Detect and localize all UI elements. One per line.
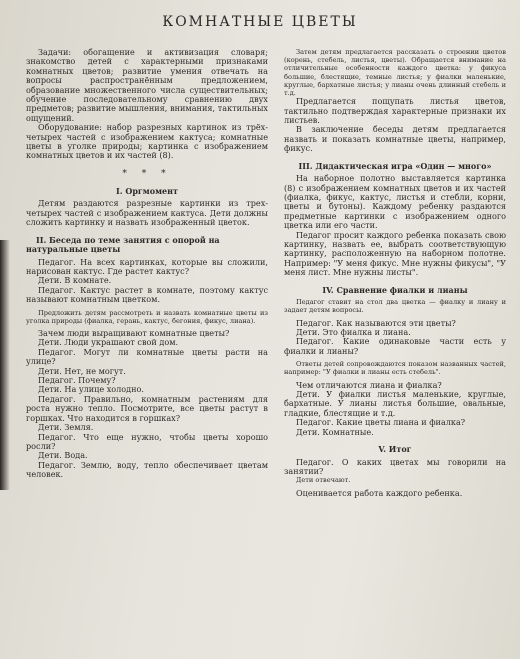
dialogue-line: Чем отличаются лиана и фиалка? [296, 379, 442, 390]
dialogue-line: Дети. В комнате. [38, 275, 112, 286]
dialogue-line: Дети. У фиалки листья маленькие, круглые, бархатные. У лианы листья большие, овальные, гладкие, блестящие и т.д. [284, 388, 506, 418]
dialogue-line: Педагог. Какие цветы лиана и фиалка? [296, 417, 466, 428]
dialogue-line: Педагог. Правильно, комнатным растениям для роста нужно тепло. Посмотрите, все цветы растут в горшках. Что находится в горшках? [26, 393, 268, 423]
heading-conversation: II. Беседа по теме занятия с опорой на натуральные цветы [26, 234, 220, 255]
dialogue-line: Дети. Земля. [38, 422, 94, 433]
heading-summary: V. Итог [378, 444, 412, 454]
page-edge-shadow [0, 240, 10, 490]
dialogue-line: Педагог. Как называются эти цветы? [296, 317, 456, 328]
structure-paragraph: Затем детям предлагается рассказать о строении цветов (корень, стебель, листья, цветы). Обращается внимание на отличительные особенности каждого цветка: у фикуса большие, блестящие, темные листья; у фиалки маленькие, круглые, бархатные листья; у лианы очень длинный стебель и т.д. [284, 48, 506, 98]
dialogue-line: Педагог. Землю, воду, тепло обеспечивает цветам человек. [26, 459, 268, 480]
dialogue-line: Дети. Комнатные. [296, 426, 374, 437]
dialogue-line: Педагог. Что еще нужно, чтобы цветы хорошо росли? [26, 431, 268, 451]
heading-comparison: IV. Сравнение фиалки и лианы [322, 284, 468, 295]
section-divider-stars: * * * [122, 168, 172, 179]
touch-paragraph: Предлагается пощупать листья цветов, тактильно подтверждая характерные признаки их листьев. [284, 96, 506, 126]
conclusion-paragraph: В заключение беседы детям предлагается назвать и показать комнатные цветы, например, фикус. [284, 124, 506, 154]
dialogue-line: Дети. На улице холодно. [38, 384, 144, 395]
heading-didactic-game: III. Дидактическая игра «Один — много» [298, 160, 492, 171]
tasks-paragraph: Задачи: обогащение и активизация словаря; знакомство детей с характерными признаками комнатных цветов; развитие умения отвечать на вопросы распространённым предложением, образование множественного числа существительных; обучение последовательному сравнению двух предметов; развитие мышления, внимания, тактильных ощущений. [26, 47, 268, 123]
dialogue-line: Дети. Нет, не могут. [38, 365, 126, 376]
evaluation-text: Оценивается работа каждого ребенка. [296, 487, 463, 498]
game-rules-text: Педагог просит каждого ребенка показать свою картинку, назвать ее, выбрать соответствующую картинку, расположенную на наборном полотне. Например: "У меня фикус. Мне нужны фикусы", "У меня лист. Мне нужны листы". [284, 229, 506, 278]
dialogue-line: Педагог. Кактус растет в комнате, поэтому кактус называют комнатным цветком. [26, 284, 268, 305]
equipment-paragraph: Оборудование: набор разрезных картинок из трёх-четырех частей с изображением кактуса; комнатные цветы в уголке природы; картинка с изображением комнатных цветов и их частей (8). [26, 122, 268, 161]
dialogue-line: Дети. Люди украшают свой дом. [38, 337, 179, 348]
dialogue-line: Педагог. На всех картинках, которые вы сложили, нарисован кактус. Где растет кактус? [26, 256, 268, 276]
left-column [26, 48, 268, 480]
instruction-text: Предложить детям рассмотреть и назвать комнатные цветы из уголка природы (фиалка, герань, кактус, бегония, фикус, лиана). [26, 308, 268, 325]
dialogue-line: Педагог. Могут ли комнатные цветы расти на улице? [26, 346, 268, 367]
children-answer-note: Дети отвечают. [296, 476, 351, 485]
dialogue-line: Дети. Это фиалка и лиана. [296, 326, 411, 337]
orgmoment-text: Детям раздаются разрезные картинки из трех-четырех частей с изображением кактуса. Дети должны сложить картинку и назвать изображенный цветок. [26, 198, 268, 228]
right-column [284, 48, 506, 498]
game-setup-text: На наборное полотно выставляется картинка (8) с изображением комнатных цветов и их частей (фиалка, фикус, кактус, листья и стебли, корни, цветы и бутоны). Каждому ребенку раздаются предметные картинки с изображением одного цветка или его части. [284, 173, 506, 231]
dialogue-line: Зачем люди выращивают комнатные цветы? [38, 328, 230, 339]
dialogue-line: Педагог. Почему? [38, 375, 116, 386]
answers-note: Ответы детей сопровождаются показом названных частей, например: "У фиалки и лианы есть стебель". [284, 360, 506, 377]
heading-orgmoment: I. Оргмомент [116, 185, 178, 196]
dialogue-line: Педагог. Какие одинаковые части есть у фиалки и лианы? [284, 336, 506, 356]
page-title: КОМНАТНЫЕ ЦВЕТЫ [162, 14, 358, 30]
comparison-intro: Педагог ставит на стол два цветка — фиалку и лиану и задает детям вопросы. [284, 298, 506, 315]
dialogue-line: Педагог. О каких цветах мы говорили на занятии? [284, 456, 506, 476]
dialogue-line: Дети. Вода. [38, 450, 88, 461]
